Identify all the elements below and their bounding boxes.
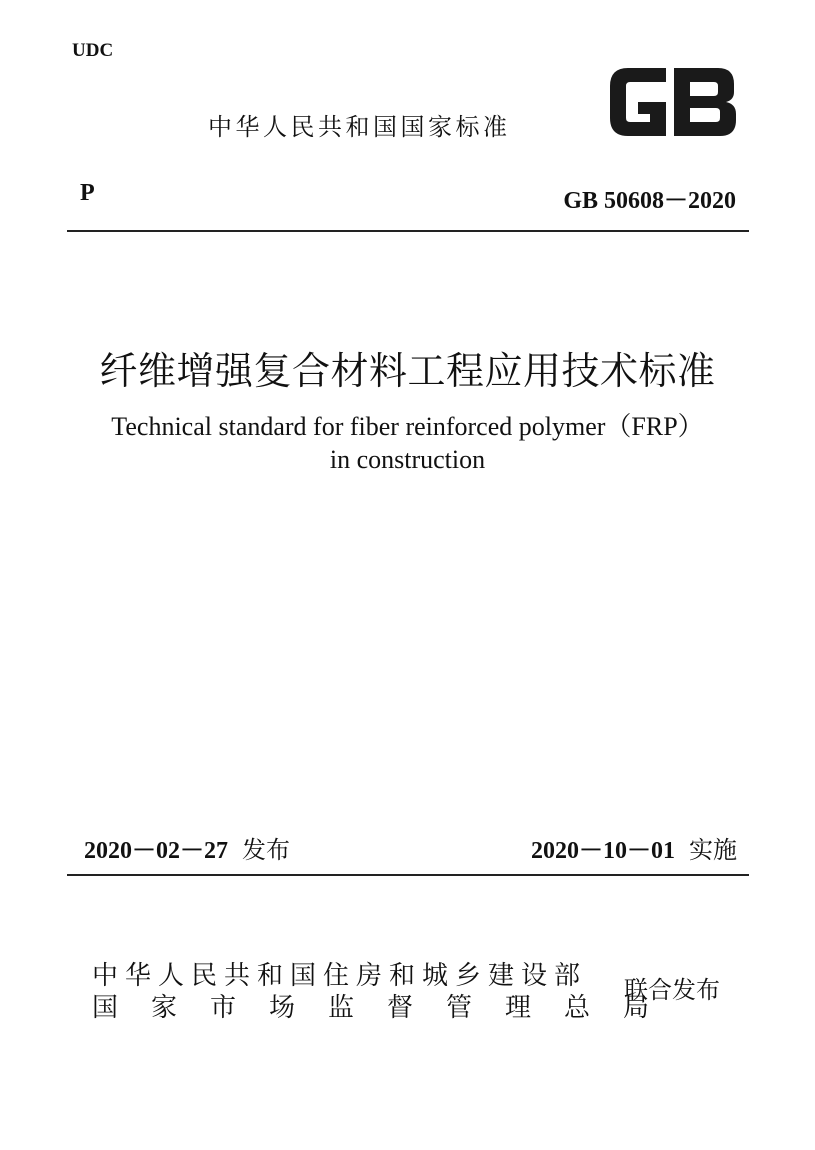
joint-issue-label: 联合发布 [624,976,720,1004]
category-code: P [80,180,95,206]
issuer-administration: 国家市场监督管理总局 [92,993,683,1023]
issue-date-block [84,830,290,865]
issuer-ministry: 中华人民共和国住房和城乡建设部 [92,961,588,991]
effective-date-block [531,830,737,865]
national-standard-heading: 中华人民共和国国家标准 [208,113,511,141]
title-chinese: 纤维增强复合材料工程应用技术标准 [99,349,716,393]
issue-label: 发布 [242,836,290,864]
gb-logo [606,64,740,140]
effective-date: 2020－10－01 [531,838,675,864]
top-divider [67,230,749,232]
effective-label: 实施 [689,836,737,864]
issue-date: 2020－02－27 [84,838,228,864]
standard-number: GB 50608－2020 [563,188,736,214]
udc-label: UDC [72,40,114,61]
title-english-line1: Technical standard for fiber reinforced polymer（FRP） [111,412,704,441]
title-english [0,410,815,476]
title-english-line2: in construction [329,445,486,474]
bottom-divider [67,874,749,876]
